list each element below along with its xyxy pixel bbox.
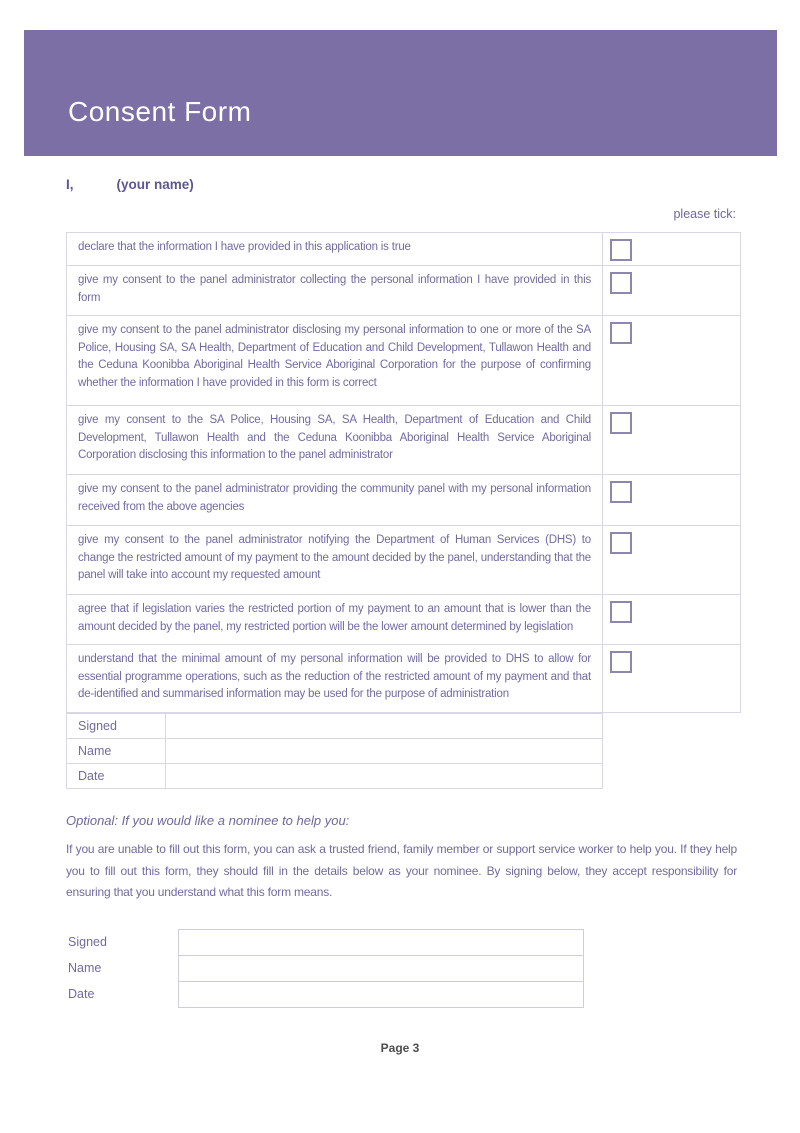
consent-checkbox[interactable] xyxy=(610,601,632,623)
nominee-date-label: Date xyxy=(68,987,95,1001)
form-body xyxy=(66,177,740,1008)
tick-cell xyxy=(603,645,741,713)
table-row xyxy=(66,981,583,1007)
table-row xyxy=(67,739,603,764)
table-row xyxy=(67,714,603,739)
nominee-name-label: Name xyxy=(68,961,102,975)
statement-cell: give my consent to the panel administrator disclosing my personal information to one or more of the SA Police, Housing SA, SA Health, Department of Education and Child Development, Tullawon Health and the Ceduna Koonibba Aboriginal Health Service Aboriginal Corporation for the purpose of confirming whether the information I have provided in this form is correct xyxy=(67,316,603,406)
consent-table xyxy=(66,232,741,713)
date-value-cell[interactable] xyxy=(166,764,603,789)
consent-checkbox[interactable] xyxy=(610,239,632,261)
header-banner xyxy=(24,30,777,156)
statement-cell: agree that if legislation varies the restricted portion of my payment to an amount that is lower than the amount decided by the panel, my restricted portion will be the lower amount determined by legislation xyxy=(67,595,603,645)
tick-cell xyxy=(603,475,741,526)
intro-prefix: I, xyxy=(66,177,74,192)
table-row xyxy=(67,764,603,789)
please-tick-label: please tick: xyxy=(673,207,736,221)
consent-checkbox[interactable] xyxy=(610,532,632,554)
table-row xyxy=(67,406,741,475)
statement-cell: understand that the minimal amount of my personal information will be provided to DHS to allow for essential programme operations, such as the reduction of the restricted amount of my payment and that de-identified and summarised information may be used for the purpose of administration xyxy=(67,645,603,713)
nominee-signed-label: Signed xyxy=(68,935,107,949)
statement-cell: declare that the information I have provided in this application is true xyxy=(67,233,603,266)
statement-cell: give my consent to the panel administrator notifying the Department of Human Services (DHS) to change the restricted amount of my payment to the amount decided by the panel, understanding that the panel will take into account my requested amount xyxy=(67,526,603,595)
nominee-signed-value-cell[interactable] xyxy=(178,929,583,955)
tick-cell xyxy=(603,406,741,475)
consent-checkbox[interactable] xyxy=(610,412,632,434)
consent-checkbox[interactable] xyxy=(610,322,632,344)
table-row xyxy=(67,475,741,526)
page-title: Consent Form xyxy=(68,96,252,127)
statement-cell: give my consent to the panel administrator collecting the personal information I have provided in this form xyxy=(67,266,603,316)
table-row xyxy=(67,595,741,645)
table-row xyxy=(67,233,741,266)
consent-checkbox[interactable] xyxy=(610,651,632,673)
optional-nominee-heading: Optional: If you would like a nominee to help you: xyxy=(66,813,350,828)
statement-cell: give my consent to the SA Police, Housing SA, SA Health, Department of Education and Child Development, Tullawon Health and the Ceduna Koonibba Aboriginal Health Service Aboriginal Corporation disclosing this information to the panel administrator xyxy=(67,406,603,475)
consent-checkbox[interactable] xyxy=(610,272,632,294)
your-name-hint: (your name) xyxy=(116,177,194,192)
table-row xyxy=(67,645,741,713)
table-row xyxy=(66,955,583,981)
tick-cell xyxy=(603,316,741,406)
signed-label: Signed xyxy=(67,714,166,739)
intro-line xyxy=(66,177,740,194)
tick-cell xyxy=(603,233,741,266)
date-label: Date xyxy=(67,764,166,789)
tick-cell xyxy=(603,526,741,595)
statement-cell: give my consent to the panel administrator providing the community panel with my personal information received from the above agencies xyxy=(67,475,603,526)
signature-table xyxy=(66,713,603,789)
tick-cell xyxy=(603,266,741,316)
signed-value-cell[interactable] xyxy=(166,714,603,739)
nominee-paragraph: If you are unable to fill out this form, you can ask a trusted friend, family member or support service worker to help you. If they help you to fill out this form, they should fill in the details below as your nominee. By signing below, they accept responsibility for ensuring that you understand what this form means. xyxy=(66,842,737,899)
table-row xyxy=(67,526,741,595)
nominee-date-value-cell[interactable] xyxy=(178,981,583,1007)
name-value-cell[interactable] xyxy=(166,739,603,764)
name-label: Name xyxy=(67,739,166,764)
nominee-name-value-cell[interactable] xyxy=(178,955,583,981)
page-number: Page 3 xyxy=(380,1041,420,1055)
tick-cell xyxy=(603,595,741,645)
table-row xyxy=(67,266,741,316)
nominee-signature-table xyxy=(66,929,584,1008)
table-row xyxy=(66,929,583,955)
table-row xyxy=(67,316,741,406)
consent-checkbox[interactable] xyxy=(610,481,632,503)
